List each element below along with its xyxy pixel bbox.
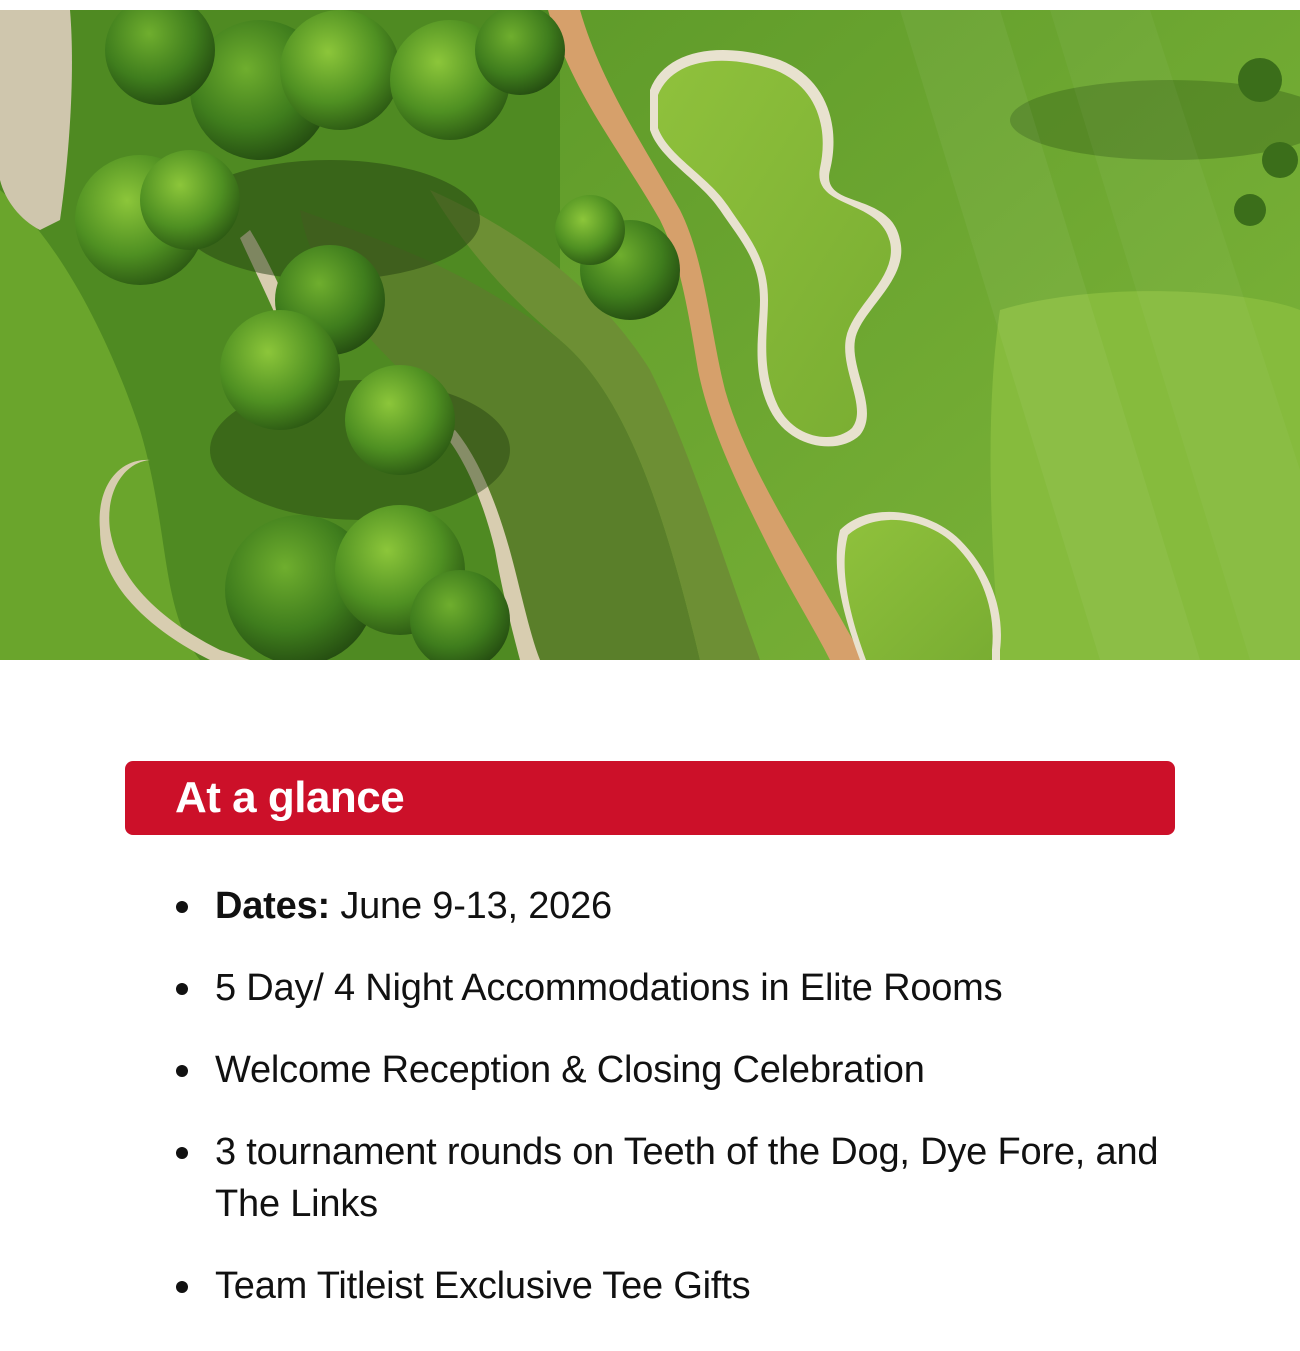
at-a-glance-title: At a glance <box>175 773 405 822</box>
tee-gifts-text: Team Titleist Exclusive Tee Gifts <box>215 1265 751 1307</box>
bullet-icon <box>176 1281 188 1293</box>
list-item-dates <box>172 880 1192 932</box>
golf-course-aerial-photo <box>0 10 1300 660</box>
list-item-accommodations <box>172 962 1192 1014</box>
list-item-tournament-rounds <box>172 1126 1192 1230</box>
at-a-glance-banner <box>125 761 1175 835</box>
tournament-rounds-text: 3 tournament rounds on Teeth of the Dog, Dye Fore, and The Links <box>215 1131 1159 1225</box>
list-item-reception <box>172 1044 1192 1096</box>
hero-golf-course-image <box>0 10 1300 660</box>
reception-text: Welcome Reception & Closing Celebration <box>215 1049 925 1091</box>
list-item-tee-gifts <box>172 1260 1192 1312</box>
bullet-icon <box>176 1147 188 1159</box>
highlights-list <box>172 880 1192 1342</box>
accommodations-text: 5 Day/ 4 Night Accommodations in Elite Rooms <box>215 967 1003 1009</box>
bullet-icon <box>176 1065 188 1077</box>
dates-value: June 9-13, 2026 <box>340 885 612 927</box>
bullet-icon <box>176 901 188 913</box>
bullet-icon <box>176 983 188 995</box>
dates-label: Dates: <box>215 885 330 927</box>
